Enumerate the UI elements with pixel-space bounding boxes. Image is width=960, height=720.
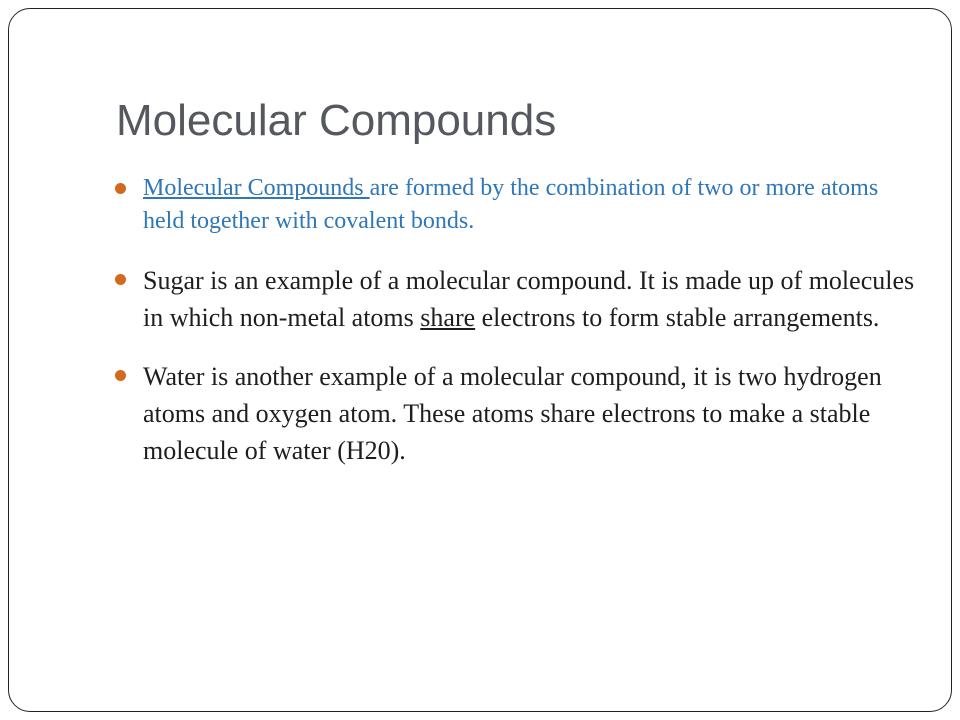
bullet-item-water xyxy=(115,358,915,469)
molecular-compounds-link[interactable]: Molecular Compounds xyxy=(143,175,370,201)
bullet-list xyxy=(115,172,915,491)
bullet-text-end: electrons to form stable arrangements. xyxy=(475,303,880,332)
bullet-text: are formed by the combination of two or more atoms held together with covalent bonds. xyxy=(143,175,879,234)
bullet-text: Water is another example of a molecular compound, it is two hydrogen atoms and oxygen atom. These atoms share electrons to make a stable molecule of water (H20). xyxy=(143,362,882,465)
slide xyxy=(8,8,952,712)
bullet-text-start: Sugar is an example of a molecular compound. It is made up of molecules in which non-metal atoms xyxy=(143,266,915,332)
slide-title: Molecular Compounds xyxy=(116,96,557,145)
bullet-dot-icon xyxy=(115,183,126,194)
bullet-item-sugar xyxy=(115,262,915,336)
bullet-dot-icon xyxy=(115,370,126,381)
underlined-word-share: share xyxy=(420,303,476,332)
bullet-dot-icon xyxy=(115,274,126,285)
bullet-item-definition xyxy=(115,172,915,238)
